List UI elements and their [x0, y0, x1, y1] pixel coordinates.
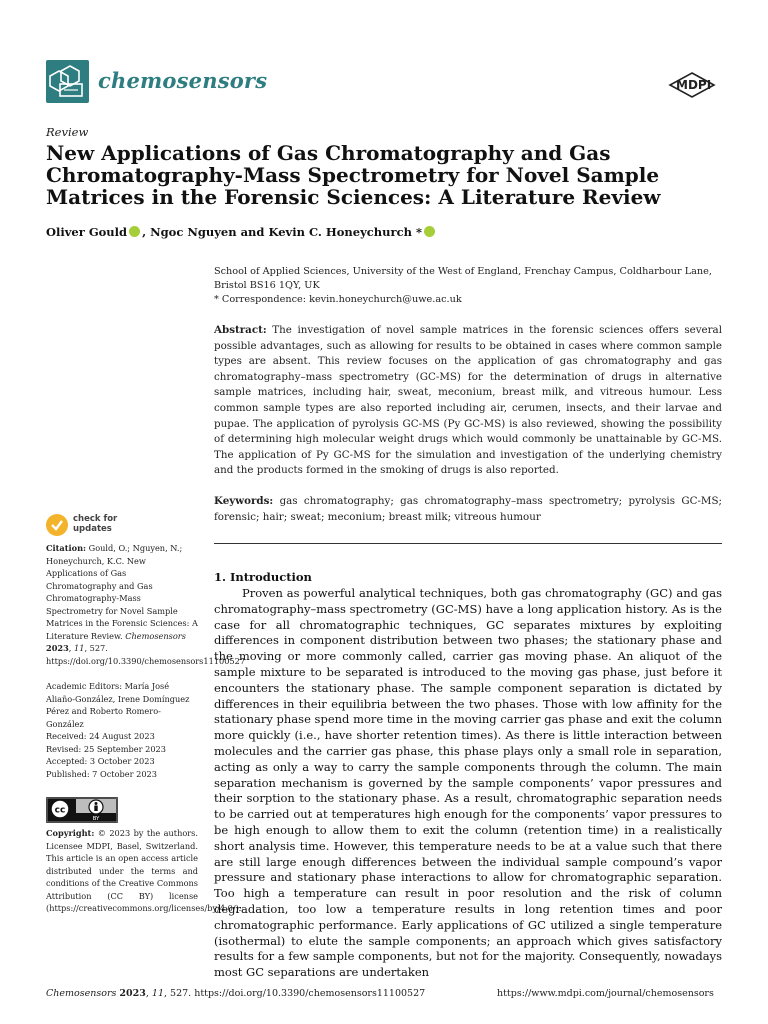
footer-url[interactable]: https://www.mdpi.com/journal/chemosensors	[497, 988, 714, 999]
affiliation: School of Applied Sciences, University of the West of England, Frenchay Campus, Coldharbour Lane, Bristol BS16 1QY, UK	[214, 266, 712, 291]
copyright-label: Copyright:	[46, 828, 95, 838]
footer-volume: 11	[151, 988, 164, 999]
accepted-date: Accepted: 3 October 2023	[46, 756, 155, 766]
revised-date: Revised: 25 September 2023	[46, 743, 166, 754]
abstract	[214, 323, 722, 479]
section-heading: 1. Introduction	[214, 570, 312, 584]
footer-citation: Chemosensors 2023, 11, 527. https://doi.org/10.3390/chemosensors11100527	[46, 988, 426, 999]
copyright-text: © 2023 by the authors. Licensee MDPI, Basel, Switzerland. This article is an open access article distributed under the terms and conditions of the Creative Commons Attribution (CC BY) license (https://creativecommons.org/licenses/by/4.0/).	[46, 828, 242, 913]
check-for-updates-button[interactable]	[46, 514, 166, 538]
mdpi-logo[interactable]	[668, 72, 716, 98]
author-list	[46, 225, 437, 239]
footer-year: 2023	[119, 988, 146, 999]
citation-label: Citation:	[46, 543, 87, 553]
citation-volume: 11	[74, 643, 85, 653]
journal-name[interactable]: chemosensors	[98, 68, 268, 93]
citation-block: Citation: Gould, O.; Nguyen, N.; Honeychurch, K.C. New Applications of Gas Chromatography and Gas Chromatography-Mass Spectrometry for Novel Sample Matrices in the Forensic Sciences: A Literature Review. Chemosensors 2023, 11, 527. https://doi.org/10.3390/chemosensors11100527	[46, 543, 246, 666]
footer-journal: Chemosensors	[46, 988, 117, 999]
body-paragraph	[214, 586, 722, 981]
orcid-icon[interactable]	[129, 226, 140, 237]
section-divider	[214, 543, 722, 544]
footer-doi[interactable]: , 527. https://doi.org/10.3390/chemosensors11100527	[164, 988, 426, 999]
orcid-icon[interactable]	[424, 226, 435, 237]
cc-by-license-icon[interactable]	[46, 797, 118, 823]
correspondence: * Correspondence: kevin.honeychurch@uwe.ac.uk	[214, 294, 462, 305]
received-date: Received: 24 August 2023	[46, 731, 155, 741]
academic-editors: Academic Editors: María José Aliaño-González, Irene Domínguez Pérez and Roberto Romero-González	[46, 681, 190, 729]
publisher-name: MDPI	[676, 78, 712, 92]
keywords-text: gas chromatography; gas chromatography–mass spectrometry; pyrolysis GC-MS; forensic; hair; sweat; meconium; breast milk; vitreous humour	[214, 495, 722, 523]
svg-text:BY: BY	[92, 816, 100, 822]
abstract-label: Abstract:	[214, 324, 267, 336]
copyright-block	[46, 827, 242, 915]
affiliation-block	[214, 265, 714, 307]
published-date: Published: 7 October 2023	[46, 768, 157, 779]
article-type: Review	[46, 125, 89, 139]
abstract-text: The investigation of novel sample matrices in the forensic sciences offers several possible advantages, such as allowing for results to be obtained in cases where common sample types are absent. This review focuses on the application of gas chromatography and gas chromatography–mass spectrometry (GC-MS) for the determination of drugs in alternative sample matrices, including hair, sweat, meconium, breast milk, and vitreous humour. Less common sample types are also reported including air, cerumen, insects, and their larvae and pupae. The application of pyrolysis GC-MS (Py GC-MS) is also reviewed, showing the possibility of determining high molecular weight drugs which would commonly be unattainable by GC-MS. The application of Py GC-MS for the simulation and investigation of the underlying chemistry and the products formed in the smoking of drugs is also reported.	[214, 324, 722, 477]
check-updates-label: check for updates	[73, 514, 118, 534]
citation-year: 2023	[46, 643, 69, 653]
publication-dates	[46, 730, 198, 780]
citation-text: Gould, O.; Nguyen, N.; Honeychurch, K.C. New Applications of Gas Chromatography and Gas Chromatography-Mass Spectrometry for Novel Sample Matrices in the Forensic Sciences: A Literature Review.	[46, 543, 198, 641]
citation-journal: Chemosensors	[125, 630, 186, 641]
body-text: Proven as powerful analytical techniques, both gas chromatography (GC) and gas chromatography–mass spectrometry (GC-MS) have a long application history. As is the case for all chromatographic techniques, GC separates mixtures by exploiting differences in component distribution between two phases; the stationary phase and the moving or more commonly called, carrier gas moving phase. An aliquot of the sample mixture to be separated is introduced to the moving gas phase, just before it encounters the stationary phase. The sample component separation is dictated by differences in their equilibria between the two phases. Those with low affinity for the stationary phase spend more time in the moving carrier gas phase and exit the column more quickly (i.e., have shorter retention times). As there is little interaction between molecules and the carrier gas phase, this phase plays only a small role in separation, acting as only a way to carry the sample components through the column. The main separation mechanism is governed by the sample components’ vapor pressures and their sorption to the stationary phase. As a result, chromatographic separation needs to be carried out at temperatures high enough for the components’ vapor pressures to be high enough to allow them to exit the column (retention time) in a realistically short analysis time. However, this temperature needs to be at a value such that there are still large enough differences between the individual sample compound’s vapor pressure and stationary phase interactions to allow for chromatographic separation. Too high a temperature can result in poor resolution and the risk of column degradation, too low a temperature results in long retention times and poor chromatographic performance. Early applications of GC utilized a single temperature (isothermal) to elute the sample components; an approach which gives satisfactory results for a few sample components, but not for the majority. Consequently, nowadays most GC separations are undertaken	[214, 586, 722, 980]
citation-doi[interactable]: , 527. https://doi.org/10.3390/chemosensors11100527	[46, 643, 246, 666]
keywords-label: Keywords:	[214, 495, 274, 507]
check-updates-icon	[46, 514, 68, 536]
article-title: New Applications of Gas Chromatography and Gas Chromatography-Mass Spectrometry for Novel Sample Matrices in the Forensic Sciences: A Literature Review	[46, 141, 661, 209]
svg-text:cc: cc	[54, 805, 66, 816]
author-name: Oliver Gould	[46, 225, 128, 239]
chemosensors-logo-icon	[46, 60, 89, 103]
author-names-rest: , Ngoc Nguyen and Kevin C. Honeychurch *	[142, 225, 422, 239]
keywords	[214, 494, 722, 525]
